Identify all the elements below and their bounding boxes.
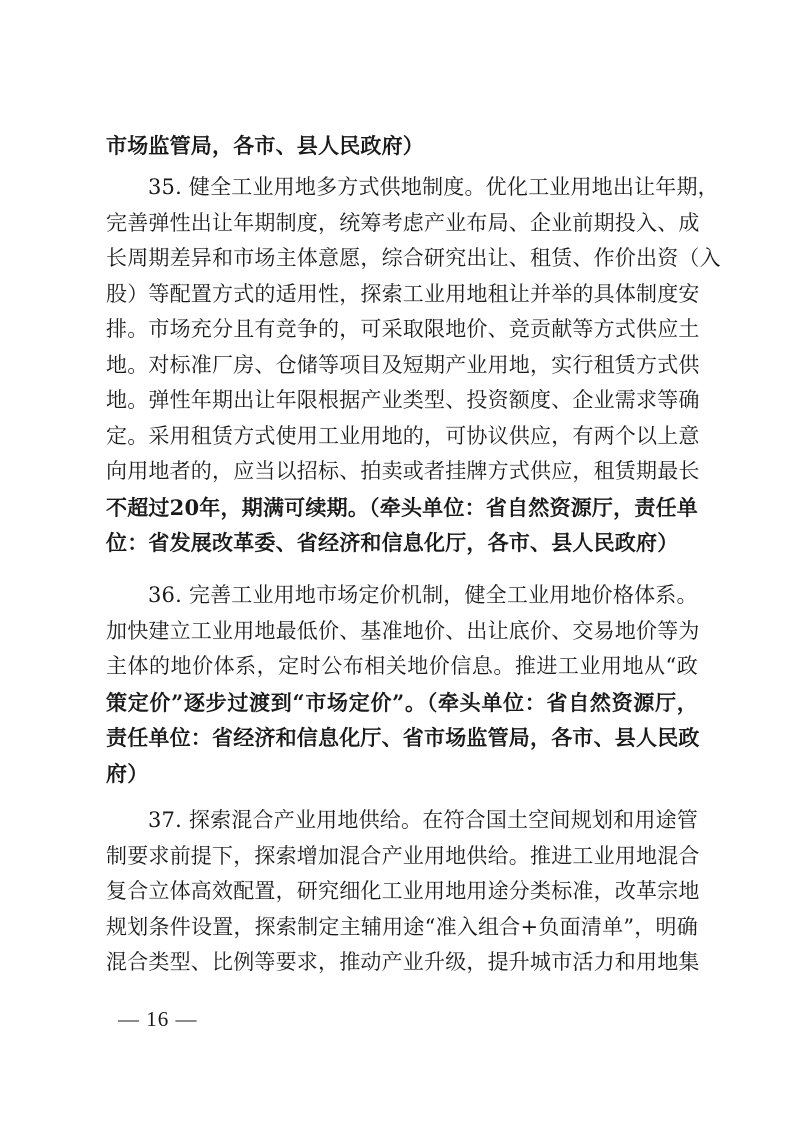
text-line: 复合立体高效配置，研究细化工业用地用途分类标准，改革宗地 bbox=[106, 879, 700, 903]
paragraph-37 bbox=[106, 803, 698, 981]
text-line: 地。对标准厂房、仓储等项目及短期产业用地，实行租赁方式供 bbox=[106, 352, 700, 377]
paragraph-36 bbox=[106, 578, 698, 791]
text-line: 股）等配置方式的适用性，探索工业用地租让并举的具体制度安 bbox=[106, 281, 700, 306]
text-line: 位：省发展改革委、省经济和信息化厅，各市、县人民政府） bbox=[106, 530, 679, 555]
text-line: 主体的地价体系，定时公布相关地价信息。推进工业用地从“政 bbox=[106, 654, 698, 678]
text-line: 完善弹性出让年期制度，统筹考虑产业布局、企业前期投入、成 bbox=[106, 210, 700, 235]
text-line: 地。弹性年期出让年限根据产业类型、投资额度、企业需求等确 bbox=[106, 388, 700, 412]
paragraph-35 bbox=[106, 170, 721, 561]
text-line: 市场监管局，各市、县人民政府） bbox=[106, 133, 424, 158]
text-line: 规划条件设置，探索制定主辅用途“准入组合+负面清单”，明确 bbox=[106, 914, 698, 939]
text-line: 35. 健全工业用地多方式供地制度。优化工业用地出让年期， bbox=[148, 175, 719, 199]
text-line: 36. 完善工业用地市场定价机制，健全工业用地价格体系。 bbox=[148, 583, 698, 607]
text-line: 加快建立工业用地最低价、基准地价、出让底价、交易地价等为 bbox=[106, 618, 700, 643]
text-line: 制要求前提下，探索增加混合产业用地供给。推进工业用地混合 bbox=[106, 843, 700, 868]
page-number: — 16 — bbox=[118, 1007, 198, 1031]
text-line: 策定价”逐步过渡到“市场定价”。（牵头单位：省自然资源厅， bbox=[106, 689, 698, 715]
text-line: 混合类型、比例等要求，推动产业升级，提升城市活力和用地集 bbox=[106, 950, 700, 974]
text-line: 府） bbox=[106, 760, 149, 786]
text-line: 不超过20年，期满可续期。（牵头单位：省自然资源厅，责任单 bbox=[106, 494, 698, 520]
continuation-block bbox=[106, 128, 698, 164]
text-line: 37. 探索混合产业用地供给。在符合国土空间规划和用途管 bbox=[148, 808, 698, 832]
text-line: 长周期差异和市场主体意愿，综合研究出让、租赁、作价出资（入 bbox=[106, 246, 721, 270]
text-line: 排。市场充分且有竞争的，可采取限地价、竞贡献等方式供应土 bbox=[106, 317, 700, 341]
text-line: 定。采用租赁方式使用工业用地的，可协议供应，有两个以上意 bbox=[106, 423, 700, 448]
text-line: 责任单位：省经济和信息化厅、省市场监管局，各市、县人民政 bbox=[106, 725, 700, 750]
text-line: 向用地者的，应当以招标、拍卖或者挂牌方式供应，租赁期最长 bbox=[106, 459, 700, 483]
